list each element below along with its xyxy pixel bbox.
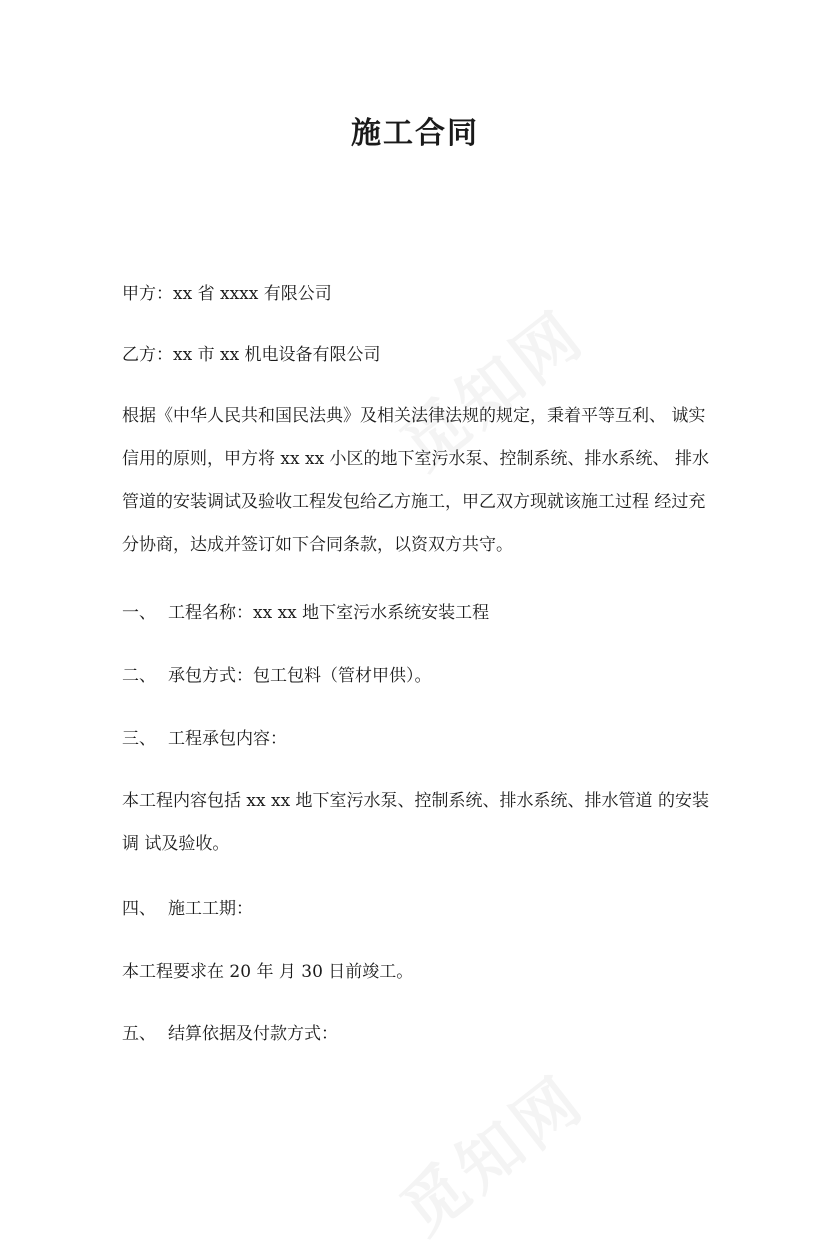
schedule-text: 本工程要求在 20 年 月 30 日前竣工。 — [122, 962, 414, 982]
section-heading — [122, 1022, 338, 1046]
section-number: 四、 — [122, 899, 156, 919]
section-number: 二、 — [122, 666, 156, 686]
section-text: 承包方式：包工包料（管材甲供）。 — [168, 666, 432, 686]
section-heading — [122, 727, 287, 751]
section-text: 结算依据及付款方式： — [168, 1024, 338, 1044]
party-a: 甲方：xx 省 xxxx 有限公司 — [122, 284, 332, 304]
section-heading — [122, 601, 489, 625]
preamble-paragraph — [122, 395, 712, 567]
paragraph-line: 根据《中华人民共和国民法典》及相关法律法规的规定，秉着平等互利、 诚实 — [122, 406, 706, 426]
paragraph-line: 管道的安装调试及验收工程发包给乙方施工，甲乙双方现就该施工过程 经过充 — [122, 492, 706, 512]
section-text: 工程名称：xx xx 地下室污水系统安装工程 — [168, 603, 490, 623]
paragraph-line: 信用的原则，甲方将 xx xx 小区的地下室污水泵、控制系统、排水系统、 排水 — [122, 449, 709, 469]
section-number: 三、 — [122, 729, 156, 749]
watermark — [379, 1050, 601, 1252]
scope-paragraph — [122, 780, 712, 866]
section-heading — [122, 664, 432, 688]
document-title: 施工合同 — [351, 116, 479, 151]
section-text: 工程承包内容： — [168, 729, 287, 749]
section-number: 五、 — [122, 1024, 156, 1044]
party-b: 乙方：xx 市 xx 机电设备有限公司 — [122, 345, 381, 365]
paragraph-line: 调 试及验收。 — [122, 834, 230, 854]
section-heading — [122, 897, 253, 921]
paragraph-line: 本工程内容包括 xx xx 地下室污水泵、控制系统、排水系统、排水管道 的安装 — [122, 791, 709, 811]
section-text: 施工工期： — [168, 899, 253, 919]
paragraph-line: 分协商，达成并签订如下合同条款，以资双方共守。 — [122, 535, 513, 555]
section-number: 一、 — [122, 603, 156, 623]
